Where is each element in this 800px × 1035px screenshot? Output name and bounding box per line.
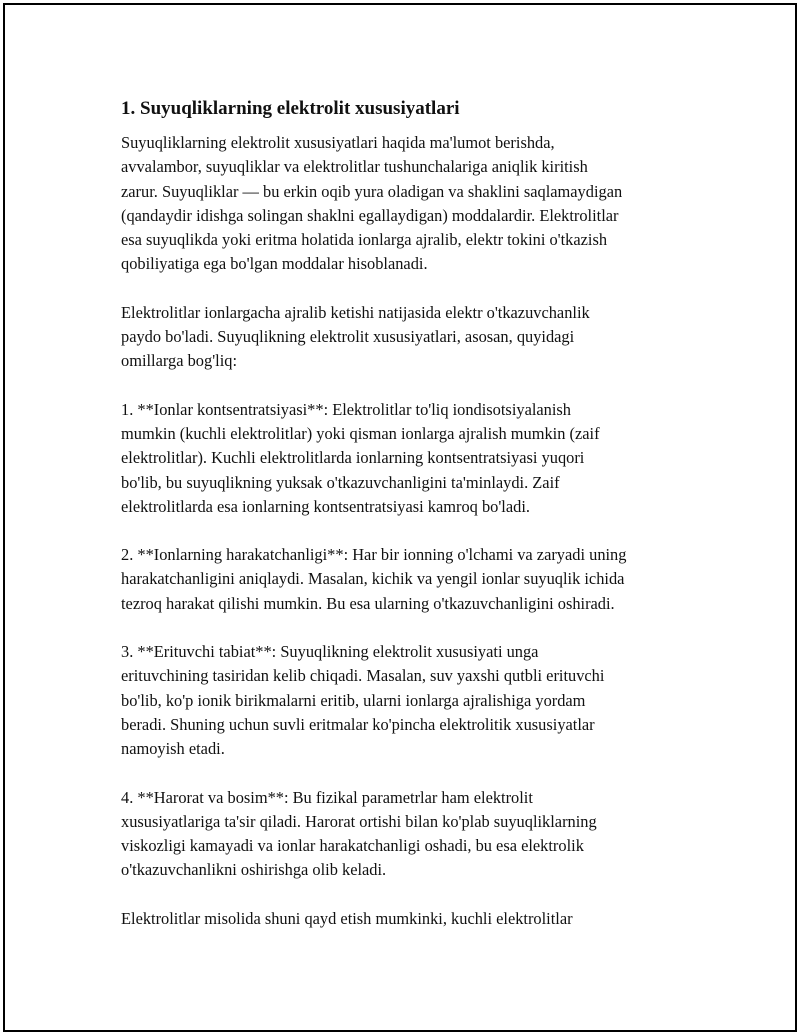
text-line: 2. **Ionlarning harakatchanligi**: Har bir ionning o'lchami va zaryadi uning: [121, 545, 627, 565]
list-item-solvent-nature: [121, 640, 701, 761]
section-heading: 1. Suyuqliklarning elektrolit xususiyatlari: [121, 98, 460, 119]
text-line: esa suyuqlikda yoki eritma holatida ionlarga ajralib, elektr tokini o'tkazish: [121, 230, 608, 250]
text-line: paydo bo'ladi. Suyuqlikning elektrolit xususiyatlari, asosan, quyidagi: [121, 327, 575, 347]
paragraph-conductivity: [121, 301, 701, 374]
list-item-ion-concentration: [121, 398, 701, 519]
list-item-ion-mobility: [121, 543, 701, 616]
text-line: mumkin (kuchli elektrolitlar) yoki qisman ionlarga ajralish mumkin (zaif: [121, 423, 600, 443]
text-line: tezroq harakat qilishi mumkin. Bu esa ularning o'tkazuvchanligini oshiradi.: [121, 593, 615, 613]
text-line: Elektrolitlar ionlargacha ajralib ketishi natijasida elektr o'tkazuvchanlik: [121, 302, 590, 322]
text-line: elektrolitlar). Kuchli elektrolitlarda ionlarning kontsentratsiyasi yuqori: [121, 448, 585, 468]
text-line: namoyish etadi.: [121, 739, 225, 759]
paragraph-conclusion: [121, 907, 701, 931]
text-line: avvalambor, suyuqliklar va elektrolitlar tushunchalariga aniqlik kiritish: [121, 157, 588, 177]
text-line: Elektrolitlar misolida shuni qayd etish mumkinki, kuchli elektrolitlar: [121, 908, 573, 928]
text-line: omillarga bog'liq:: [121, 351, 238, 371]
text-line: 3. **Erituvchi tabiat**: Suyuqlikning elektrolit xususiyati unga: [121, 642, 539, 662]
text-line: 1. **Ionlar kontsentratsiyasi**: Elektrolitlar to'liq iondisotsiyalanish: [121, 399, 571, 419]
paragraph-intro: [121, 131, 701, 277]
text-line: Suyuqliklarning elektrolit xususiyatlari haqida ma'lumot berishda,: [121, 133, 555, 152]
text-line: beradi. Shuning uchun suvli eritmalar ko'pincha elektrolitik xususiyatlar: [121, 714, 595, 734]
text-line: harakatchanligini aniqlaydi. Masalan, kichik va yengil ionlar suyuqlik ichida: [121, 569, 625, 589]
text-line: o'tkazuvchanlikni oshirishga olib keladi.: [121, 860, 387, 880]
text-line: qobiliyatiga ega bo'lgan moddalar hisoblanadi.: [121, 254, 428, 274]
text-line: bo'lib, ko'p ionik birikmalarni eritib, ularni ionlarga ajralishiga yordam: [121, 690, 586, 710]
text-line: 4. **Harorat va bosim**: Bu fizikal parametrlar ham elektrolit: [121, 787, 533, 807]
text-line: xususiyatlariga ta'sir qiladi. Harorat ortishi bilan ko'plab suyuqliklarning: [121, 811, 597, 831]
text-line: elektrolitlarda esa ionlarning kontsentratsiyasi kamroq bo'ladi.: [121, 496, 530, 516]
text-line: viskozligi kamayadi va ionlar harakatchanligi oshadi, bu esa elektrolik: [121, 836, 584, 856]
text-line: (qandaydir idishga solingan shaklni egallaydigan) moddalardir. Elektrolitlar: [121, 205, 619, 225]
text-line: zarur. Suyuqliklar — bu erkin oqib yura oladigan va shaklini saqlamaydigan: [121, 181, 623, 201]
text-line: erituvchining tasiridan kelib chiqadi. Masalan, suv yaxshi qutbli erituvchi: [121, 666, 605, 686]
list-item-temperature-pressure: [121, 786, 701, 883]
text-line: bo'lib, bu suyuqlikning yuksak o'tkazuvchanligini ta'minlaydi. Zaif: [121, 472, 560, 492]
page-frame: [3, 3, 797, 1032]
document-content: [121, 97, 701, 955]
